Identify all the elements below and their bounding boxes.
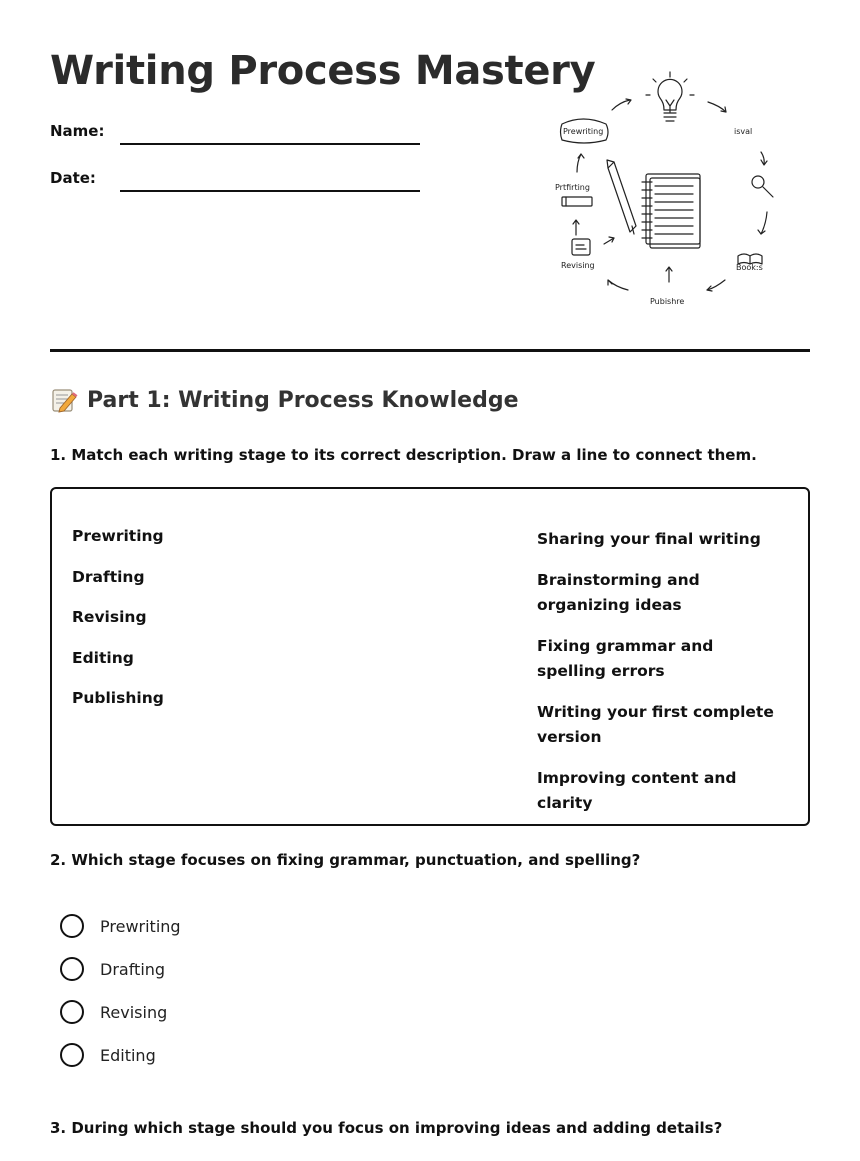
description-fixing[interactable]: Fixing grammar and spelling errors bbox=[537, 637, 714, 680]
radio-button[interactable] bbox=[60, 914, 84, 938]
description-sharing[interactable]: Sharing your final writing bbox=[537, 530, 761, 548]
cycle-label-revising: Revising bbox=[561, 261, 595, 270]
description-improving[interactable]: Improving content and clarity bbox=[537, 769, 737, 812]
radio-button[interactable] bbox=[60, 1000, 84, 1024]
stage-revising[interactable]: Revising bbox=[72, 608, 147, 626]
date-label: Date: bbox=[50, 169, 96, 187]
description-first-version[interactable]: Writing your first complete version bbox=[537, 703, 774, 746]
option-label: Prewriting bbox=[100, 916, 181, 936]
writing-cycle-illustration bbox=[545, 70, 785, 310]
memo-pencil-icon bbox=[50, 386, 78, 414]
question-2: 2. Which stage focuses on fixing grammar, punctuation, and spelling? bbox=[50, 851, 641, 869]
page-title: Writing Process Mastery bbox=[50, 48, 596, 94]
cycle-label-prewriting: Prewriting bbox=[563, 127, 604, 136]
stage-editing[interactable]: Editing bbox=[72, 648, 134, 667]
option-label: Revising bbox=[100, 1002, 168, 1022]
radio-button[interactable] bbox=[60, 1043, 84, 1067]
matching-box bbox=[50, 487, 810, 826]
radio-button[interactable] bbox=[60, 957, 84, 981]
stage-prewriting[interactable]: Prewriting bbox=[72, 527, 164, 545]
cycle-label-books: Book:s bbox=[736, 263, 763, 272]
name-field[interactable] bbox=[120, 143, 420, 145]
stage-list bbox=[72, 527, 164, 730]
option-editing[interactable] bbox=[60, 1043, 156, 1067]
name-label: Name: bbox=[50, 122, 105, 140]
part1-heading-text: Part 1: Writing Process Knowledge bbox=[87, 387, 519, 413]
stage-publishing[interactable]: Publishing bbox=[72, 689, 164, 707]
option-revising[interactable] bbox=[60, 1000, 167, 1024]
cycle-label-prtfirting: Prtfirting bbox=[555, 183, 590, 192]
description-brainstorming[interactable]: Brainstorming and organizing ideas bbox=[537, 571, 700, 614]
description-list bbox=[537, 527, 782, 832]
question-1: 1. Match each writing stage to its correct description. Draw a line to connect them. bbox=[50, 446, 757, 464]
cycle-label-pubishre: Pubishre bbox=[650, 297, 685, 306]
option-prewriting[interactable] bbox=[60, 914, 181, 938]
lightbulb-icon bbox=[646, 72, 694, 121]
part1-heading bbox=[50, 386, 519, 414]
date-field[interactable] bbox=[120, 190, 420, 192]
cycle-label-isval: isval bbox=[734, 127, 753, 136]
stage-drafting[interactable]: Drafting bbox=[72, 567, 145, 586]
option-label: Drafting bbox=[100, 959, 166, 979]
question-3: 3. During which stage should you focus on improving ideas and adding details? bbox=[50, 1119, 723, 1137]
option-drafting[interactable] bbox=[60, 957, 165, 981]
section-divider bbox=[50, 349, 810, 352]
option-label: Editing bbox=[100, 1045, 156, 1065]
